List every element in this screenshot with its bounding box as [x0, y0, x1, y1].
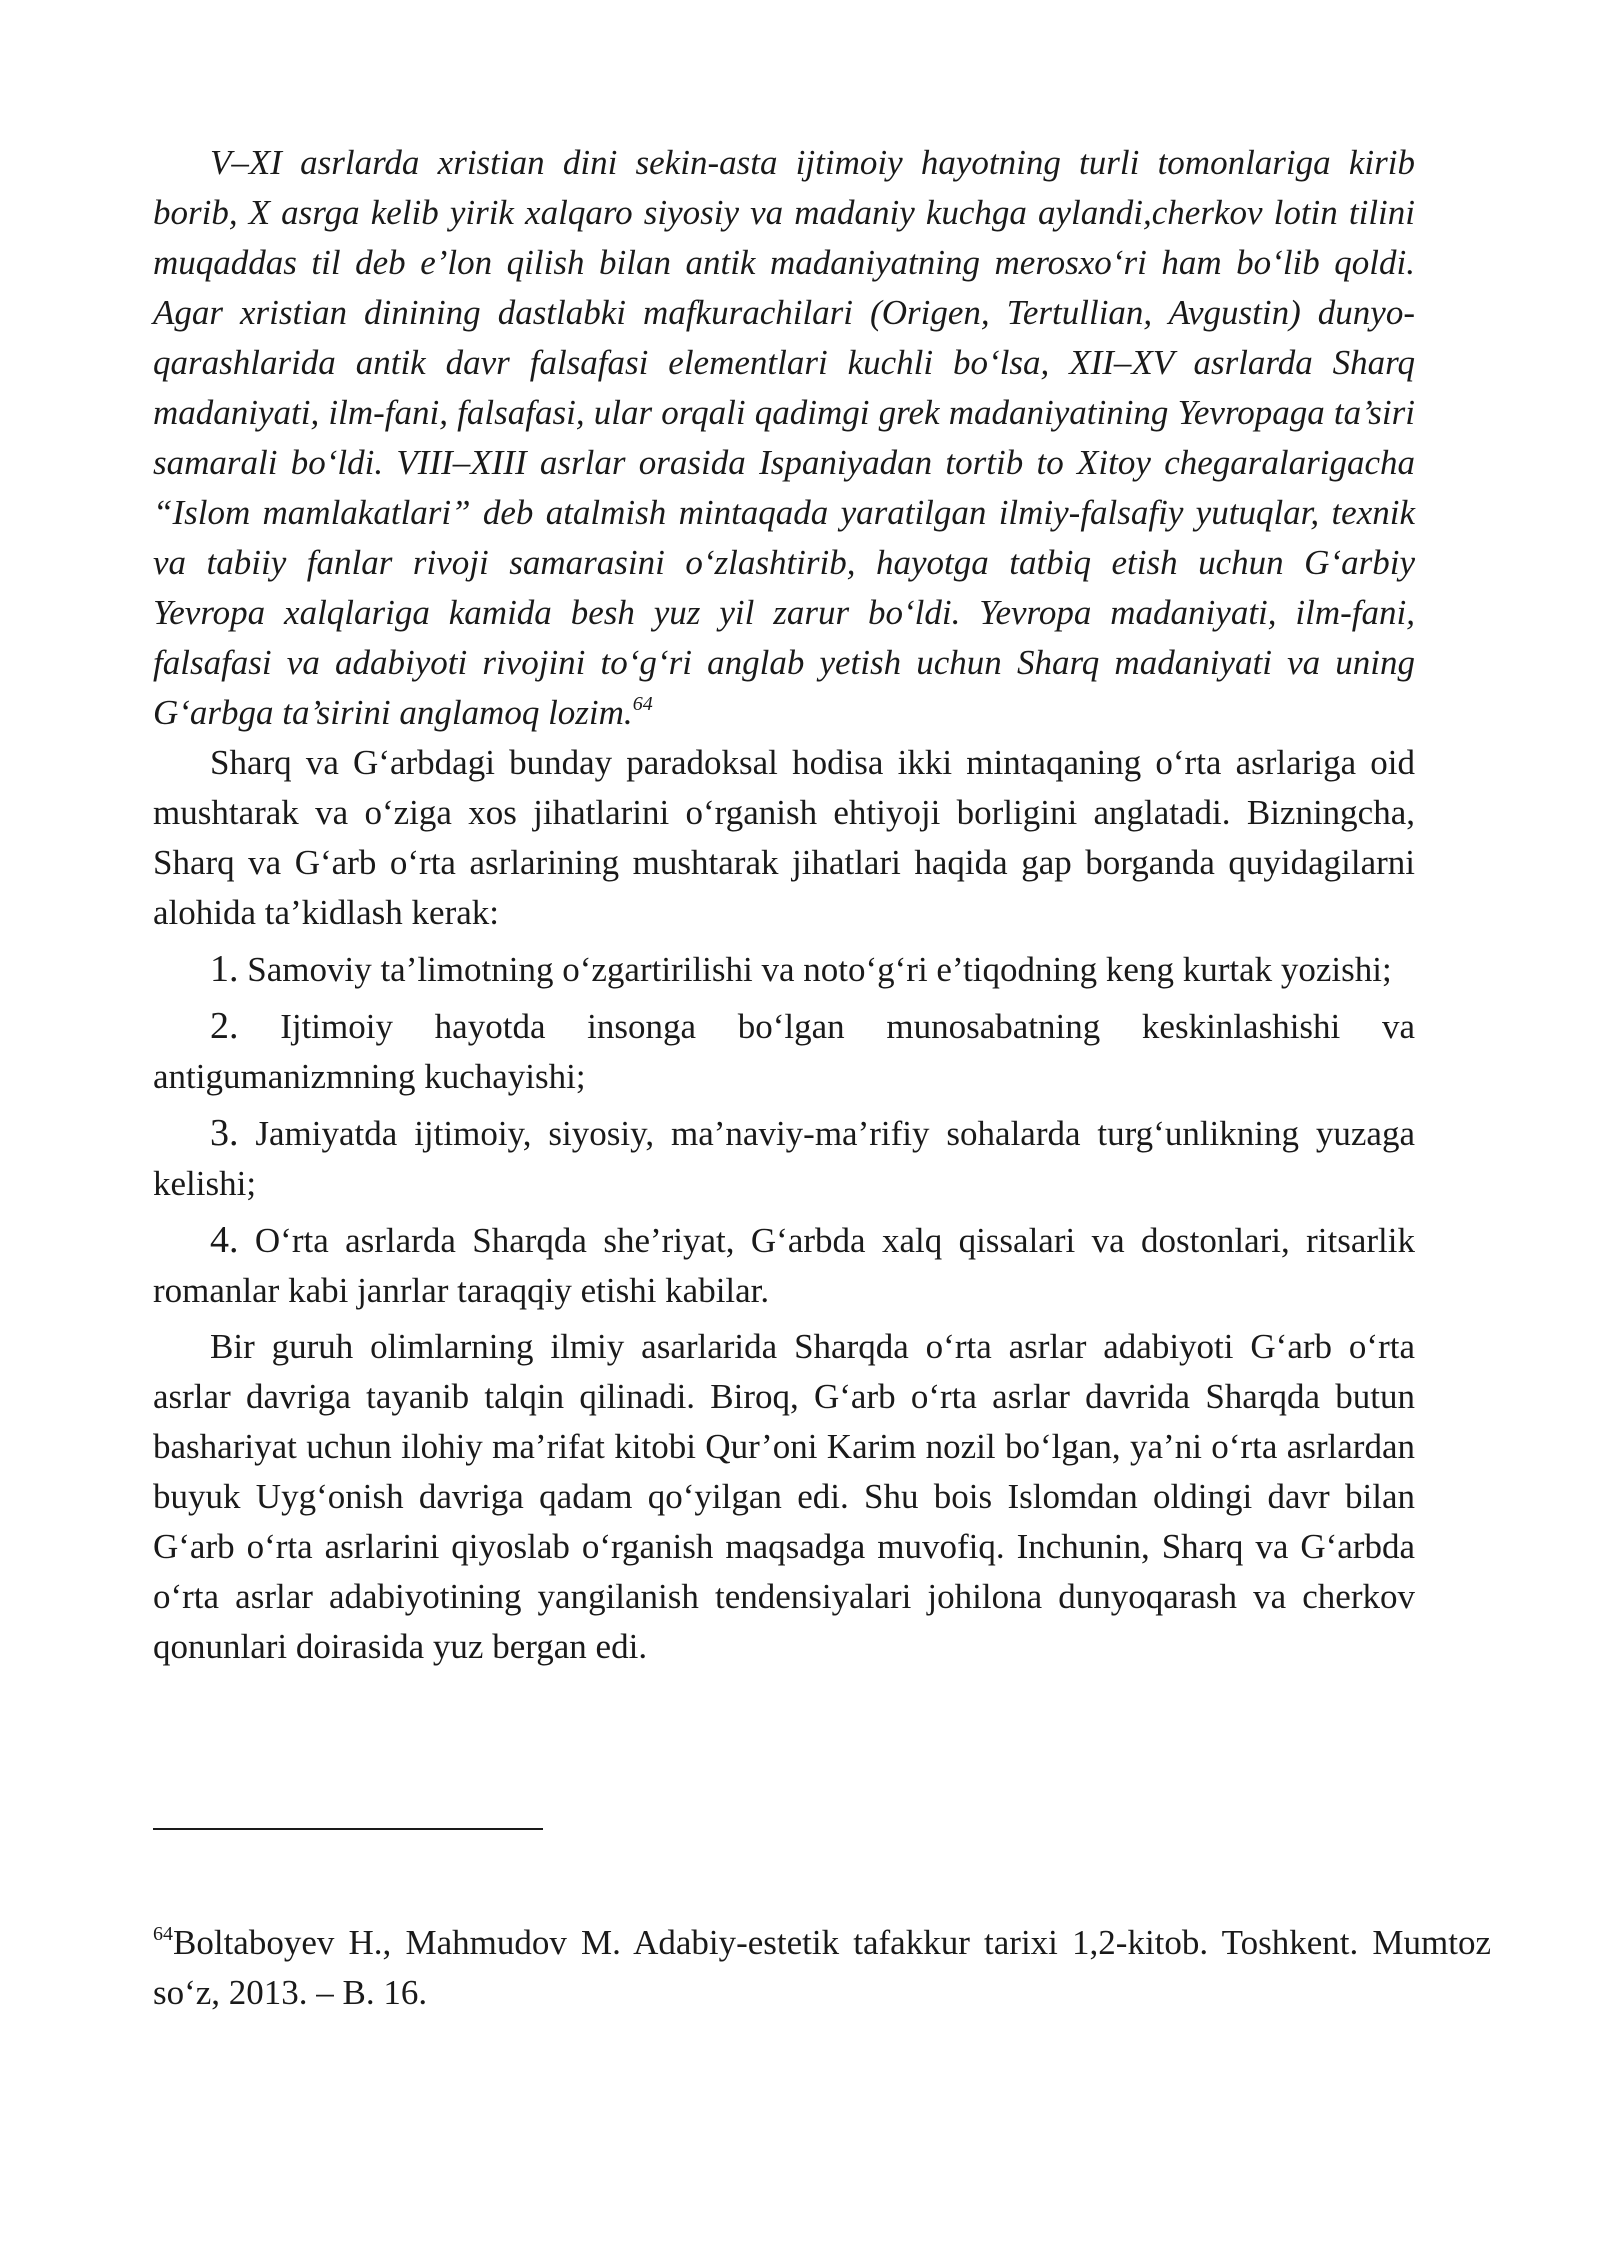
list-item-number: 3.	[210, 1112, 239, 1154]
list-item-text: Oʻrta asrlarda Sharqda she’riyat, Gʻarbda xalq qissalari va dostonlari, ritsarlik romanlar kabi janrlar taraqqiy etishi kabilar.	[153, 1221, 1415, 1310]
paragraph-paradox: Sharq va Gʻarbdagi bunday paradoksal hodisa ikki mintaqaning oʻrta asrlariga oid mushtarak va oʻziga xos jihatlarini oʻrganish ehtiyoji borligini anglatadi. Bizningcha, Sharq va Gʻarb oʻrta asrlarining mushtarak jihatlari haqida gap borganda quyidagilarni alohida ta’kidlash kerak:	[153, 743, 1415, 932]
list-item	[153, 944, 1415, 995]
footnote-separator	[153, 1828, 543, 1830]
list-item-number: 4.	[210, 1219, 239, 1261]
footnote-reference[interactable]: 64	[632, 693, 653, 715]
list-item	[153, 1108, 1415, 1209]
list-item-number: 1.	[210, 948, 239, 990]
list-item-number: 2.	[210, 1005, 239, 1047]
list-item	[153, 1215, 1415, 1316]
list-item-text: Samoviy ta’limotning oʻzgartirilishi va notoʻgʻri e’tiqodning keng kurtak yozishi;	[247, 950, 1392, 989]
list-item-text: Ijtimoiy hayotda insonga boʻlgan munosabatning keskinlashishi va antigumanizmning kuchayishi;	[153, 1007, 1415, 1096]
footnote	[153, 1918, 1491, 2018]
paragraph-intro-text: V–XI asrlarda xristian dini sekin-asta ijtimoiy hayotning turli tomonlariga kirib borib, X asrga kelib yirik xalqaro siyosiy va madaniy kuchga aylandi,cherkov lotin tilini muqaddas til deb e’lon qilish bilan antik madaniyatning merosxoʻri ham boʻlib qoldi. Agar xristian dinining dastlabki mafkurachilari (Origen, Tertullian, Avgustin) dunyo- qarashlarida antik davr falsafasi elementlari kuchli boʻlsa, XII–XV asrlarda Sharq madaniyati, ilm-fani, falsafasi, ular orqali qadimgi grek madaniyatining Yevropaga ta’siri samarali boʻldi. VIII–XIII asrlar orasida Ispaniyadan tortib to Xitoy chegaralarigacha “Islom mamlakatlari” deb atalmish mintaqada yaratilgan ilmiy-falsafiy yutuqlar, texnik va tabiiy fanlar rivoji samarasini oʻzlashtirib, hayotga tatbiq etish uchun Gʻarbiy Yevropa xalqlariga kamida besh yuz yil zarur boʻldi. Yevropa madaniyati, ilm-fani, falsafasi va adabiyoti rivojini toʻgʻri anglab yetish uchun Sharq madaniyati va uning Gʻarbga ta’sirini anglamoq lozim.	[153, 143, 1415, 732]
list-item	[153, 1001, 1415, 1102]
page-body	[153, 138, 1415, 1672]
paragraph-intro	[153, 138, 1415, 738]
list-item-text: Jamiyatda ijtimoiy, siyosiy, ma’naviy-ma’rifiy sohalarda turgʻunlikning yuzaga kelishi;	[153, 1114, 1415, 1203]
footnote-text: Boltaboyev H., Mahmudov M. Adabiy-estetik tafakkur tarixi 1,2-kitob. Toshkent. Mumtoz soʻz, 2013. – B. 16.	[153, 1923, 1491, 2012]
footnote-number: 64	[153, 1923, 173, 1945]
paragraph-conclusion: Bir guruh olimlarning ilmiy asarlarida Sharqda oʻrta asrlar adabiyoti Gʻarb oʻrta asrlar davriga tayanib talqin qilinadi. Biroq, Gʻarb oʻrta asrlar davrida Sharqda butun bashariyat uchun ilohiy ma’rifat kitobi Qur’oni Karim nozil boʻlgan, ya’ni oʻrta asrlardan buyuk Uygʻonish davriga qadam qoʻyilgan edi. Shu bois Islomdan oldingi davr bilan Gʻarb oʻrta asrlarini qiyoslab oʻrganish maqsadga muvofiq. Inchunin, Sharq va Gʻarbda oʻrta asrlar adabiyotining yangilanish tendensiyalari johilona dunyoqarash va cherkov qonunlari doirasida yuz bergan edi.	[153, 1327, 1415, 1666]
numbered-list	[153, 944, 1415, 1316]
